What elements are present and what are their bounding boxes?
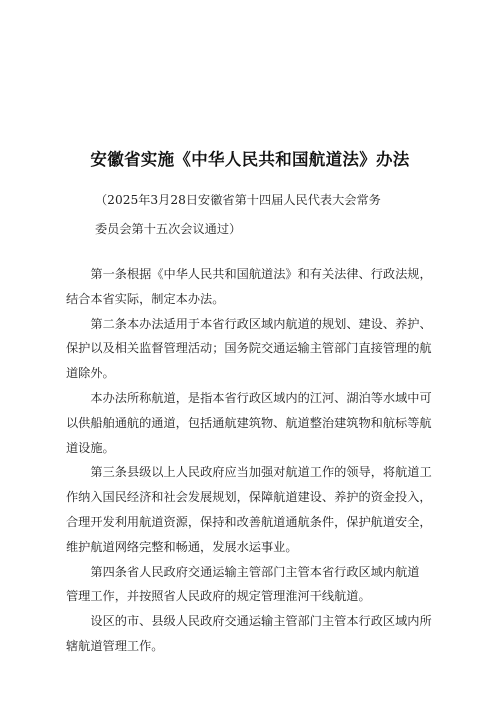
paragraph-line: 第一条根据《中华人民共和国航道法》和有关法律、行政法规， [90,267,432,281]
article-4-paragraph [66,560,438,610]
article-3-paragraph [66,460,438,559]
paragraph-line: 道除外。 [66,366,115,381]
document-title: 安徽省实施《中华人民共和国航道法》办法 [90,150,410,169]
article-2-paragraph [66,312,438,386]
document-body [66,262,438,659]
paragraph-line: 本办法所称航道，是指本省行政区域内的江河、湖泊等水域中可 [90,390,432,405]
paragraph-line: 维护航道网络完整和畅通，发展水运事业。 [66,539,298,554]
paragraph-line: 道设施。 [66,440,115,455]
article-4-second-paragraph [66,609,438,659]
paragraph-line: 管理工作，并按照省人民政府的规定管理淮河干线航道。 [66,589,371,604]
article-2-definition-paragraph [66,386,438,460]
paragraph-line: 合理开发利用航道资源，保持和改善航道通航条件，保护航道安全， [66,514,432,529]
paragraph-line: 设区的市、县级人民政府交通运输主管部门主管本行政区域内所 [90,614,432,629]
adoption-note-line-2: 委员会第十五次会议通过） [95,222,242,236]
article-1-paragraph [66,262,438,312]
adoption-note-line-1: （2025年3月28日安徽省第十四届人民代表大会常务 [95,193,381,207]
paragraph-line: 第四条省人民政府交通运输主管部门主管本省行政区域内航道 [90,564,420,579]
paragraph-line: 作纳入国民经济和社会发展规划，保障航道建设、养护的资金投入， [66,490,432,505]
paragraph-line: 第二条本办法适用于本省行政区域内航道的规划、建设、养护、 [90,316,432,331]
paragraph-line: 结合本省实际，制定本办法。 [66,291,225,306]
paragraph-line: 第三条县级以上人民政府应当加强对航道工作的领导，将航道工 [90,465,432,480]
adoption-note [95,186,415,244]
paragraph-line: 辖航道管理工作。 [66,638,164,653]
paragraph-line: 保护以及相关监督管理活动；国务院交通运输主管部门直接管理的航 [66,341,432,356]
paragraph-line: 以供船舶通航的通道，包括通航建筑物、航道整治建筑物和航标等航 [66,415,432,430]
